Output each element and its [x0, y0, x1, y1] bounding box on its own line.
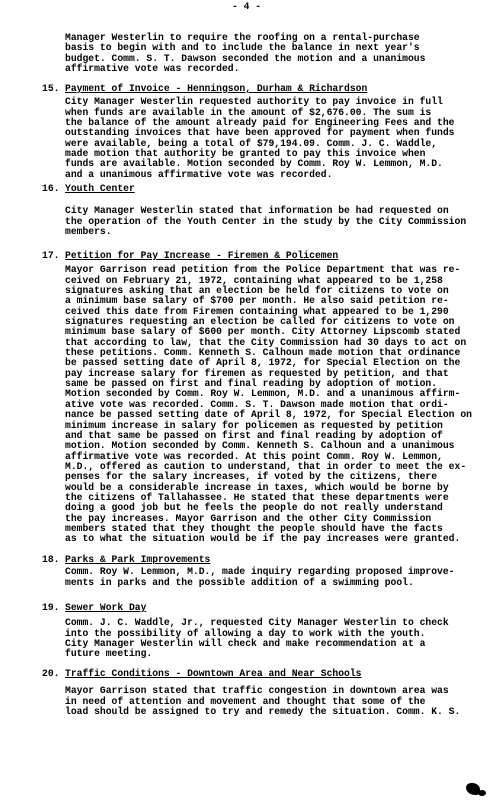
agenda-item: [42, 669, 482, 717]
text-line: signatures asking that an election be held for citizens to vote on: [65, 285, 449, 297]
item-number: 17.: [42, 250, 60, 261]
text-line: Motion seconded by Comm. Roy W. Lemmon, M.D. and a unanimous affirm-: [65, 388, 461, 400]
item-paragraph: [65, 618, 482, 659]
text-line: be passed setting date of April 8, 1972, for Special Election on the: [65, 357, 461, 369]
text-line: same be passed on first and final reading by adoption of motion.: [65, 378, 438, 390]
item-title: Traffic Conditions - Downtown Area and Near Schools: [65, 668, 362, 679]
item-heading: [42, 603, 482, 613]
text-line: the balance of the amount already paid for Engineering Fees and the: [65, 117, 455, 129]
text-line: Manager Westerlin to require the roofing on a rental-purchase: [65, 32, 420, 43]
text-line: members stated that they thought the people should have the facts: [65, 522, 443, 534]
item-paragraph: [65, 97, 482, 180]
intro-paragraph: [65, 33, 485, 74]
text-line: into the possibility of allowing a day to work with the youth.: [65, 627, 426, 639]
text-line: and that same be passed on first and final reading by adoption of: [65, 429, 443, 441]
text-line: ments in parks and the possible addition of a swimming pool.: [65, 576, 414, 588]
text-line: City Manager Westerlin requested authority to pay invoice in full: [65, 96, 443, 108]
item-number: 19.: [42, 602, 60, 613]
text-line: load should be assigned to try and remedy the situation. Comm. K. S.: [65, 706, 461, 718]
agenda-item: [42, 555, 482, 588]
text-line: as to what the situation would be if the pay increases were granted.: [65, 533, 461, 545]
agenda-item: [42, 84, 482, 180]
text-line: and a unanimous affirmative vote was recorded.: [65, 168, 333, 180]
item-paragraph: [65, 686, 482, 717]
text-line: funds are available. Motion seconded by Comm. Roy W. Lemmon, M.D.: [65, 158, 443, 170]
text-line: future meeting.: [65, 648, 153, 660]
text-line: the pay increases. Mayor Garrison and the other City Commission: [65, 512, 432, 524]
agenda-item: [42, 603, 482, 660]
text-line: pay increase salary for firemen as requested by petition, and that: [65, 367, 449, 379]
text-line: that according to law, that the City Commission had 30 days to act on: [65, 336, 467, 348]
text-line: nance be passed setting date of April 8, 1972, for Special Election on: [65, 409, 472, 421]
item-paragraph: [65, 265, 482, 544]
text-line: City Manager Westerlin will check and make recommendation at a: [65, 638, 426, 650]
scan-artifact: [478, 790, 486, 796]
text-line: budget. Comm. S. T. Dawson seconded the motion and a unanimous: [65, 52, 426, 64]
agenda-item: [42, 184, 482, 237]
item-heading: [42, 184, 482, 194]
text-line: the operation of the Youth Center in the study by the City Commission: [65, 215, 467, 227]
text-line: motion. Motion seconded by Comm. Kenneth S. Calhoun and a unanimous: [65, 440, 455, 452]
page-number: - 4 -: [231, 1, 262, 12]
text-line: ceived on February 21, 1972, containing what appeared to be 1,258: [65, 274, 443, 286]
text-line: in need of attention and movement and thought that some of the: [65, 695, 426, 707]
text-line: would be a considerable increase in taxes, which would be borne by: [65, 481, 449, 493]
text-line: ative vote was recorded. Comm. S. T. Dawson made motion that ordi-: [65, 398, 449, 410]
text-line: M.D., offered as caution to understand, that in order to meet the ex-: [65, 460, 467, 472]
item-heading: [42, 84, 482, 94]
text-line: Mayor Garrison stated that traffic congestion in downtown area was: [65, 685, 449, 697]
text-line: affirmative vote was recorded. At this point Comm. Roy W. Lemmon,: [65, 450, 443, 462]
item-heading: [42, 669, 482, 679]
text-line: Comm. Roy W. Lemmon, M.D., made inquiry regarding proposed improve-: [65, 566, 455, 578]
item-title: Youth Center: [65, 183, 135, 194]
text-line: minimum increase in salary for policemen as requested by petition: [65, 419, 443, 431]
item-heading: [42, 555, 482, 565]
item-title: Payment of Invoice - Henningson, Durham & Richardson: [65, 83, 368, 94]
item-paragraph: [65, 567, 482, 588]
text-line: City Manager Westerlin stated that information be had requested on: [65, 205, 449, 217]
text-line: penses for the salary increases, if voted by the citizens, there: [65, 471, 438, 483]
item-heading: [42, 251, 482, 261]
text-line: the citizens of Tallahassee. He stated that these departments were: [65, 491, 449, 503]
item-number: 15.: [42, 83, 60, 94]
text-line: basis to begin with and to include the balance in next year's: [65, 42, 420, 54]
item-title: Petition for Pay Increase - Firemen & Policemen: [65, 250, 339, 261]
text-line: signatures requesting an election be called for citizens to vote on: [65, 316, 455, 328]
text-line: Mayor Garrison read petition from the Police Department that was re-: [65, 264, 461, 276]
text-line: ceived this date from Firemen containing what appeared to be 1,290: [65, 305, 449, 317]
text-line: a minimum base salary of $700 per month. He also said petition re-: [65, 295, 449, 307]
item-title: Sewer Work Day: [65, 602, 147, 613]
text-line: these petitions. Comm. Kenneth S. Calhoun made motion that ordinance: [65, 347, 461, 359]
item-number: 16.: [42, 183, 60, 194]
agenda-item: [42, 251, 482, 545]
text-line: doing a good job but he feels the people do not really understand: [65, 502, 443, 514]
item-number: 18.: [42, 554, 60, 565]
item-title: Parks & Park Improvements: [65, 554, 211, 565]
text-line: were available, being a total of $79,194.09. Comm. J. C. Waddle,: [65, 137, 438, 149]
text-line: members.: [65, 226, 112, 238]
text-line: when funds are available in the amount of $2,676.00. The sum is: [65, 106, 432, 118]
text-line: minimum base salary of $600 per month. City Attorney Lipscomb stated: [65, 326, 461, 338]
text-line: made motion that authority be granted to pay this invoice when: [65, 148, 426, 160]
text-line: Comm. J. C. Waddle, Jr., requested City Manager Westerlin to check: [65, 617, 449, 629]
item-number: 20.: [42, 668, 60, 679]
text-line: affirmative vote was recorded.: [65, 63, 240, 75]
text-line: outstanding invoices that have been approved for payment when funds: [65, 127, 455, 139]
item-paragraph: [65, 206, 482, 237]
